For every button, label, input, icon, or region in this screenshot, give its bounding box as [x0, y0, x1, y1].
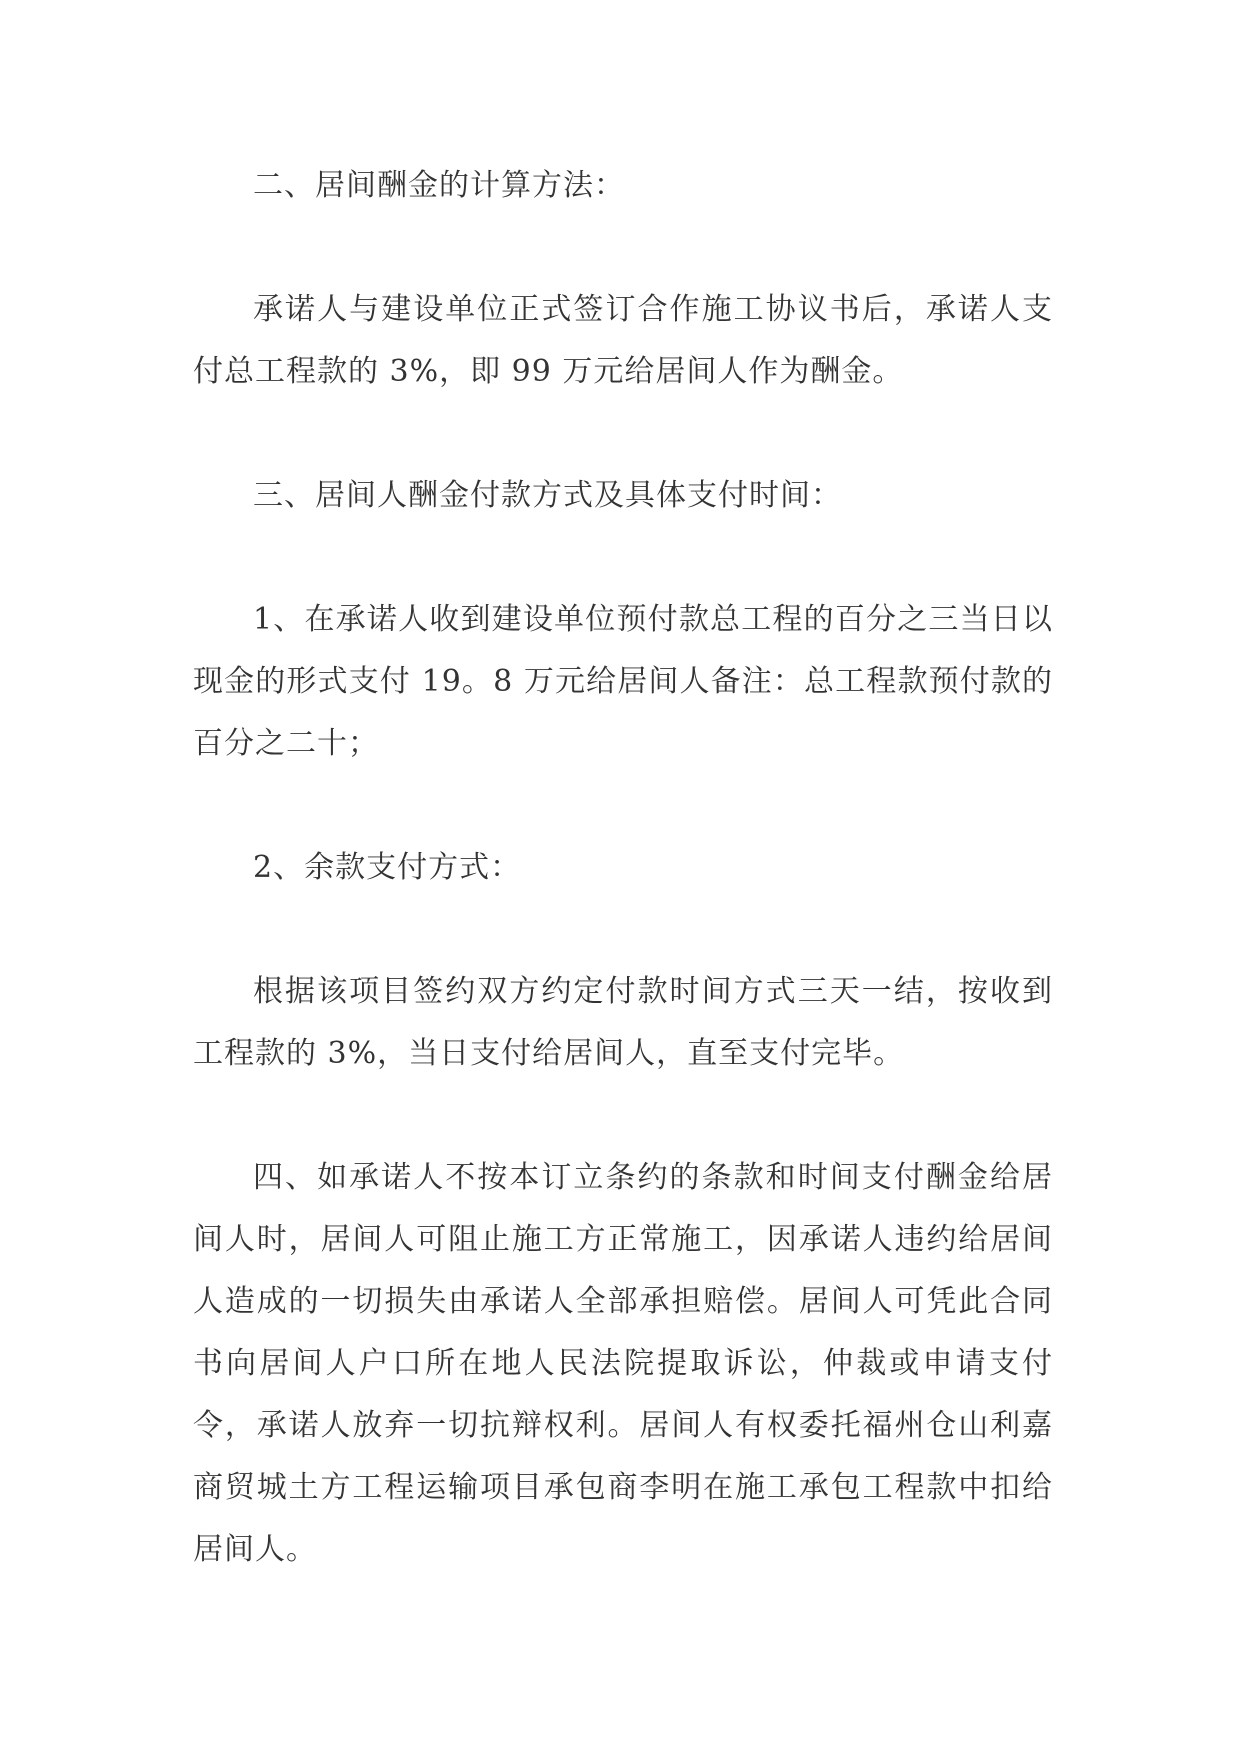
paragraph-balance-terms: 根据该项目签约双方约定付款时间方式三天一结，按收到工程款的 3%，当日支付给居间人，直至支付完毕。 — [193, 974, 1053, 1071]
section-heading-payment-method: 三、居间人酬金付款方式及具体支付时间： — [253, 478, 842, 513]
paragraph-commission-amount: 承诺人与建设单位正式签订合作施工协议书后，承诺人支付总工程款的 3%，即 99 万元给居间人作为酬金。 — [193, 292, 1053, 389]
paragraph-breach-clause: 四、如承诺人不按本订立条约的条款和时间支付酬金给居间人时，居间人可阻止施工方正常施工，因承诺人违约给居间人造成的一切损失由承诺人全部承担赔偿。居间人可凭此合同书向居间人户口所在地人民法院提取诉讼，仲裁或申请支付令，承诺人放弃一切抗辩权利。居间人有权委托福州仓山利嘉商贸城土方工程运输项目承包商李明在施工承包工程款中扣给居间人。 — [193, 1160, 1053, 1567]
section-heading-commission-calculation: 二、居间酬金的计算方法： — [253, 168, 625, 203]
document-body — [193, 155, 1053, 1581]
paragraph-advance-payment: 1、在承诺人收到建设单位预付款总工程的百分之三当日以现金的形式支付 19。8 万元给居间人备注：总工程款预付款的百分之二十； — [193, 602, 1053, 761]
subheading-balance-payment: 2、余款支付方式： — [253, 850, 522, 885]
